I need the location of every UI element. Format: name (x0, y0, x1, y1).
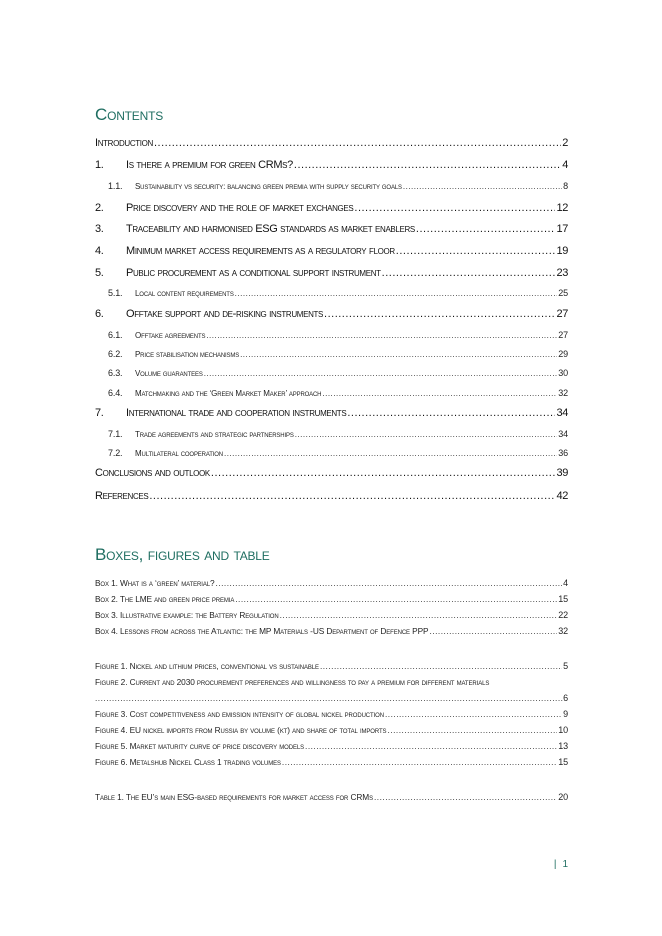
dot-leader (429, 626, 557, 636)
box-entry-4[interactable] (95, 626, 568, 636)
boxes-figures-heading: Boxes, figures and table (95, 545, 270, 564)
toc-entry-page: 36 (558, 448, 568, 458)
toc-entry-section-1-1[interactable] (95, 181, 568, 191)
box-entry-page: 32 (558, 626, 568, 636)
figure-entry-page: 5 (563, 661, 568, 671)
box-entry-page: 4 (563, 578, 568, 588)
dot-leader (382, 267, 556, 279)
figure-entry-title: Figure 5. Market maturity curve of price discovery models (95, 741, 305, 751)
figure-entry-page: 15 (558, 757, 568, 767)
toc-entry-title: Traceability and harmonised ESG standards as market enablers (126, 223, 415, 235)
toc-entry-page: 29 (558, 349, 568, 359)
box-entry-title: Box 3. Illustrative example: the Battery Regulation (95, 610, 279, 620)
toc-entry-page: 23 (556, 267, 568, 279)
figure-entry-title: Figure 3. Cost competitiveness and emission intensity of global nickel production (95, 709, 384, 719)
toc-entry-page: 42 (556, 490, 568, 502)
dot-leader (320, 661, 562, 671)
figure-entry-1[interactable] (95, 661, 568, 671)
toc-entry-page: 2 (562, 137, 568, 149)
dot-leader (206, 331, 557, 340)
toc-entry-page: 8 (563, 181, 568, 191)
toc-entry-page: 4 (562, 159, 568, 171)
page-number: 1 (562, 859, 568, 870)
toc-entry-number: 4. (95, 245, 104, 257)
dot-leader (235, 289, 558, 298)
box-entry-page: 15 (558, 594, 568, 604)
toc-entry-page: 19 (556, 245, 568, 257)
box-entry-1[interactable] (95, 578, 568, 588)
box-entry-title: Box 2. The LME and green price premia (95, 594, 235, 604)
dot-leader (416, 223, 556, 235)
table-entry-title: Table 1. The EU’s main ESG-based requirements for market access for CRMs (95, 792, 373, 802)
toc-entry-page: 34 (556, 407, 568, 419)
toc-entry-section-6-2[interactable] (95, 349, 568, 359)
toc-entry-title: References (95, 490, 149, 502)
box-entry-page: 22 (558, 610, 568, 620)
toc-entry-title: Public procurement as a conditional support instrument (126, 267, 381, 279)
figure-entry-title: Figure 2. Current and 2030 procurement preferences and willingness to pay a premium for different materials (95, 677, 490, 687)
dot-leader (282, 757, 557, 767)
box-entry-title: Box 1. What is a ‘green’ material? (95, 578, 215, 588)
toc-entry-title: Introduction (95, 137, 153, 149)
table-entry-page: 20 (558, 792, 568, 802)
table-entry-1[interactable] (95, 792, 568, 802)
figure-entry-page: 13 (558, 741, 568, 751)
toc-entry-section-1[interactable] (95, 159, 568, 171)
toc-entry-number: 7. (95, 407, 104, 419)
dot-leader (322, 389, 557, 398)
dot-leader (396, 245, 556, 257)
dot-leader (295, 430, 558, 439)
footer-divider: | (553, 859, 557, 870)
toc-entry-page: 12 (556, 202, 568, 214)
toc-entry-title: Is there a premium for green CRMs? (126, 159, 293, 171)
dot-leader (235, 594, 557, 604)
toc-entry-section-2[interactable] (95, 202, 568, 214)
dot-leader (216, 578, 563, 588)
toc-entry-number: 5.1. (108, 288, 123, 298)
toc-entry-section-6-1[interactable] (95, 330, 568, 340)
figure-entry-continuation (95, 693, 568, 703)
toc-entry-page: 25 (558, 288, 568, 298)
toc-entry-number: 7.1. (108, 429, 123, 439)
toc-entry-page: 17 (556, 223, 568, 235)
figure-entry-5[interactable] (95, 741, 568, 751)
dot-leader (385, 709, 562, 719)
toc-entry-title: Local content requirements (135, 289, 234, 298)
toc-entry-number: 1. (95, 159, 104, 171)
dot-leader (403, 182, 562, 191)
figure-entry-page: 10 (558, 725, 568, 735)
dot-leader (305, 741, 557, 751)
toc-entry-section-6[interactable] (95, 308, 568, 320)
dot-leader (324, 308, 555, 320)
dot-leader (154, 137, 561, 149)
contents-heading: Contents (95, 105, 164, 124)
figure-entry-title: Figure 4. EU nickel imports from Russia by volume (kt) and share of total imports (95, 725, 387, 735)
figure-entry-page: 6 (563, 693, 568, 703)
toc-entry-references[interactable] (95, 490, 568, 502)
toc-entry-section-7-1[interactable] (95, 429, 568, 439)
dot-leader (95, 693, 563, 703)
toc-entry-section-3[interactable] (95, 223, 568, 235)
toc-entry-section-4[interactable] (95, 245, 568, 257)
box-entry-title: Box 4. Lessons from across the Atlantic: the MP Materials -US Department of Defence PPP (95, 626, 429, 636)
toc-entry-title: International trade and cooperation instruments (126, 407, 347, 419)
toc-entry-section-5-1[interactable] (95, 288, 568, 298)
toc-entry-number: 6.3. (108, 368, 123, 378)
dot-leader (149, 490, 555, 502)
toc-entry-title: Sustainability vs security: balancing green premia with supply security goals (135, 182, 402, 191)
figure-entry-6[interactable] (95, 757, 568, 767)
toc-entry-page: 27 (558, 330, 568, 340)
toc-entry-title: Matchmaking and the ‘Green Market Maker’ approach (135, 389, 322, 398)
figure-entry-2[interactable] (95, 677, 568, 703)
figure-entry-title: Figure 6. Metalshub Nickel Class 1 trading volumes (95, 757, 281, 767)
dot-leader (387, 725, 557, 735)
toc-entry-title: Minimum market access requirements as a regulatory floor (126, 245, 395, 257)
page-footer (554, 859, 568, 870)
toc-entry-number: 6. (95, 308, 104, 320)
toc-entry-number: 7.2. (108, 448, 123, 458)
toc-entry-number: 6.1. (108, 330, 123, 340)
toc-entry-introduction[interactable] (95, 137, 568, 149)
toc-entry-section-7[interactable] (95, 407, 568, 419)
toc-entry-title: Offtake agreements (135, 331, 206, 340)
figure-entry-title: Figure 1. Nickel and lithium prices, conventional vs sustainable (95, 661, 319, 671)
toc-entry-number: 6.4. (108, 388, 123, 398)
toc-entry-title: Trade agreements and strategic partnerships (135, 430, 294, 439)
figure-entry-page: 9 (563, 709, 568, 719)
dot-leader (211, 467, 556, 479)
dot-leader (347, 407, 555, 419)
toc-entry-page: 34 (558, 429, 568, 439)
toc-entry-page: 30 (558, 368, 568, 378)
toc-entry-number: 6.2. (108, 349, 123, 359)
toc-entry-page: 27 (556, 308, 568, 320)
dot-leader (240, 350, 557, 359)
toc-entry-title: Offtake support and de-risking instruments (126, 308, 324, 320)
dot-leader (204, 369, 558, 378)
figure-entry-4[interactable] (95, 725, 568, 735)
dot-leader (354, 202, 555, 214)
toc-entry-section-5[interactable] (95, 267, 568, 279)
toc-entry-section-6-3[interactable] (95, 368, 568, 378)
toc-entry-conclusions[interactable] (95, 467, 568, 479)
toc-entry-title: Multilateral cooperation (135, 449, 223, 458)
toc-entry-title: Price discovery and the role of market exchanges (126, 202, 354, 214)
toc-entry-page: 32 (558, 388, 568, 398)
toc-entry-number: 1.1. (108, 181, 123, 191)
dot-leader (280, 610, 558, 620)
toc-entry-number: 2. (95, 202, 104, 214)
toc-entry-number: 3. (95, 223, 104, 235)
toc-entry-title: Conclusions and outlook (95, 467, 210, 479)
toc-entry-section-6-4[interactable] (95, 388, 568, 398)
toc-entry-page: 39 (556, 467, 568, 479)
figure-entry-3[interactable] (95, 709, 568, 719)
box-entry-2[interactable] (95, 594, 568, 604)
toc-entry-title: Price stabilisation mechanisms (135, 350, 240, 359)
toc-entry-title: Volume guarantees (135, 369, 203, 378)
dot-leader (294, 159, 561, 171)
toc-entry-number: 5. (95, 267, 104, 279)
dot-leader (224, 449, 557, 458)
box-entry-3[interactable] (95, 610, 568, 620)
dot-leader (374, 792, 557, 802)
toc-entry-section-7-2[interactable] (95, 448, 568, 458)
